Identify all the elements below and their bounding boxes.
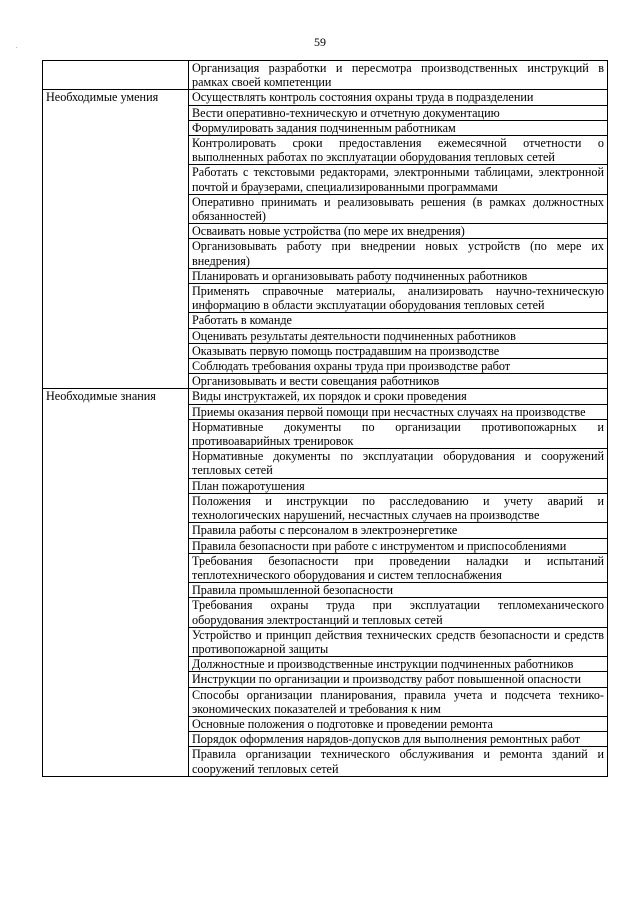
table-row [43,90,608,105]
knowledge-item: Правила безопасности при работе с инструментом и приспособлениями [189,538,608,553]
knowledge-item: Требования безопасности при проведении наладки и испытаний теплотехнического оборудования и систем теплоснабжения [189,553,608,582]
knowledge-item: Правила организации технического обслуживания и ремонта зданий и сооружений тепловых сетей [189,747,608,776]
skills-item: Работать с текстовыми редакторами, электронными таблицами, электронной почтой и браузерами, специализированными программами [189,165,608,194]
skills-item: Применять справочные материалы, анализировать научно-техническую информацию в области эксплуатации оборудования тепловых сетей [189,284,608,313]
skills-item: Работать в команде [189,313,608,328]
knowledge-item: Инструкции по организации и производству работ повышенной опасности [189,672,608,687]
knowledge-item: Нормативные документы по эксплуатации оборудования и сооружений тепловых сетей [189,449,608,478]
knowledge-item: Правила промышленной безопасности [189,583,608,598]
knowledge-item: Основные положения о подготовке и проведении ремонта [189,716,608,731]
skills-item: Организовывать и вести совещания работников [189,374,608,389]
knowledge-item: План пожаротушения [189,478,608,493]
knowledge-item: Нормативные документы по организации противопожарных и противоаварийных тренировок [189,419,608,448]
skills-item: Соблюдать требования охраны труда при производстве работ [189,359,608,374]
skills-item: Вести оперативно-техническую и отчетную документацию [189,105,608,120]
empty-label-cell [43,61,189,90]
skills-item: Оценивать результаты деятельности подчиненных работников [189,328,608,343]
skills-item: Организовывать работу при внедрении новых устройств (по мере их внедрения) [189,239,608,268]
skills-item: Формулировать задания подчиненным работникам [189,120,608,135]
scan-mark: . [16,44,18,50]
skills-section-label: Необходимые умения [43,90,189,389]
knowledge-item: Должностные и производственные инструкции подчиненных работников [189,657,608,672]
table-row [43,61,608,90]
knowledge-item: Способы организации планирования, правила учета и подсчета технико-экономических показателей и требования к ним [189,687,608,716]
knowledge-item: Виды инструктажей, их порядок и сроки проведения [189,389,608,404]
knowledge-item: Требования охраны труда при эксплуатации тепломеханического оборудования электростанций и тепловых сетей [189,598,608,627]
table-cell: Организация разработки и пересмотра производственных инструкций в рамках своей компетенции [189,61,608,90]
page-number: 59 [314,35,326,49]
knowledge-item: Устройство и принцип действия технических средств безопасности и средств противопожарной защиты [189,627,608,656]
skills-item: Оказывать первую помощь пострадавшим на производстве [189,343,608,358]
knowledge-item: Положения и инструкции по расследованию и учету аварий и технологических нарушений, несчастных случаев на производстве [189,493,608,522]
skills-item: Осваивать новые устройства (по мере их внедрения) [189,224,608,239]
skills-item: Контролировать сроки предоставления ежемесячной отчетности о выполненных работах по эксплуатации оборудования тепловых сетей [189,136,608,165]
knowledge-section-label: Необходимые знания [43,389,189,776]
knowledge-item: Порядок оформления нарядов-допусков для выполнения ремонтных работ [189,732,608,747]
skills-item: Оперативно принимать и реализовывать решения (в рамках должностных обязанностей) [189,194,608,223]
knowledge-item: Правила работы с персоналом в электроэнергетике [189,523,608,538]
skills-item: Осуществлять контроль состояния охраны труда в подразделении [189,90,608,105]
knowledge-item: Приемы оказания первой помощи при несчастных случаях на производстве [189,404,608,419]
competency-table [42,60,608,777]
skills-item: Планировать и организовывать работу подчиненных работников [189,268,608,283]
table-body [43,61,608,777]
table-row [43,389,608,404]
